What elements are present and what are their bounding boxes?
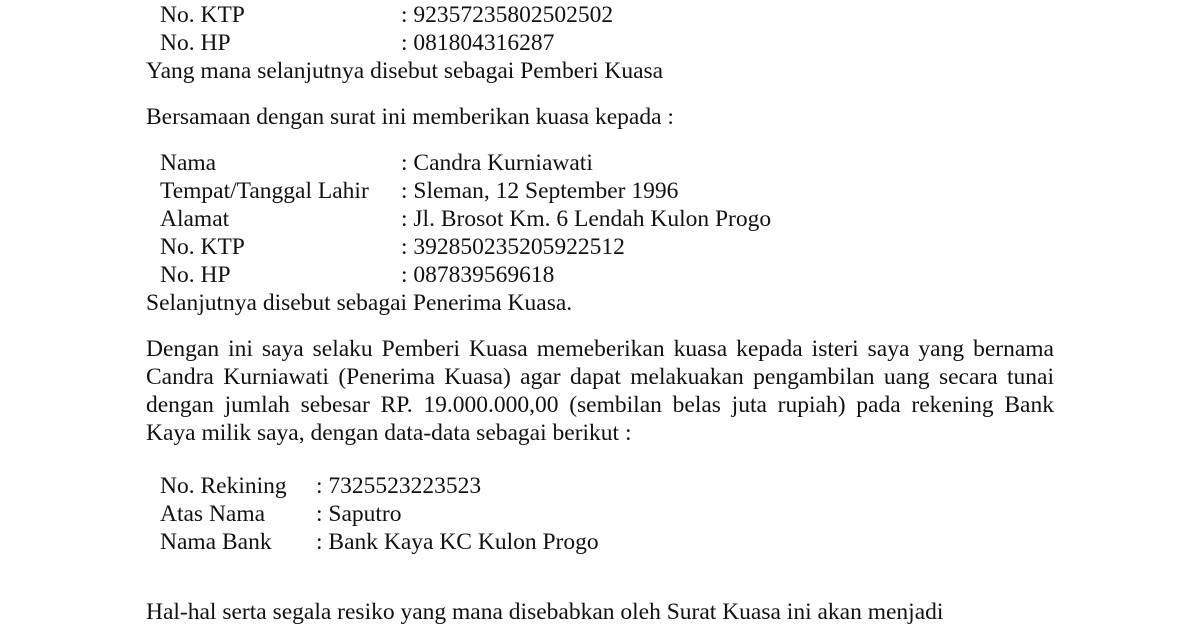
pemberi-closing: Yang mana selanjutnya disebut sebagai Pemberi Kuasa [146,58,664,84]
field-label: No. KTP [160,234,245,260]
field-label: No. HP [160,262,231,288]
rekening-field-nomor [0,472,1200,500]
field-value: : Sleman, 12 September 1996 [401,178,679,204]
penerima-field-ktp [0,233,1200,261]
penerima-field-ttl [0,177,1200,205]
field-value: : Jl. Brosot Km. 6 Lendah Kulon Progo [401,206,772,232]
field-label: No. HP [160,30,231,56]
penerima-field-hp [0,261,1200,289]
statement-line: Kaya milik saya, dengan data-data sebagai berikut : [146,420,632,446]
pemberi-field-ktp [0,1,1200,29]
field-value: : 7325523223523 [316,473,482,499]
statement-line: Candra Kurniawati (Penerima Kuasa) agar dapat melakuakan pengambilan uang secara tunai [146,364,1054,390]
field-value: : 392850235205922512 [401,234,625,260]
field-label: Alamat [160,206,230,232]
field-value: : Candra Kurniawati [401,150,593,176]
statement-paragraph [146,335,1054,447]
pemberi-field-hp [0,29,1200,57]
rekening-field-bank [0,528,1200,556]
field-label: No. KTP [160,2,245,28]
field-label: No. Rekining [160,473,287,499]
penerima-field-alamat [0,205,1200,233]
penerima-closing: Selanjutnya disebut sebagai Penerima Kuasa. [146,290,573,316]
penerima-field-nama [0,149,1200,177]
statement-line: Dengan ini saya selaku Pemberi Kuasa memeberikan kuasa kepada isteri saya yang bernama [146,336,1054,362]
field-value: : 92357235802502502 [401,2,614,28]
field-label: Nama [160,150,217,176]
field-label: Atas Nama [160,501,266,527]
statement-line: dengan jumlah sebesar RP. 19.000.000,00 (sembilan belas juta rupiah) pada rekening Bank [146,392,1054,418]
field-value: : 087839569618 [401,262,555,288]
field-value: : Bank Kaya KC Kulon Progo [316,529,599,555]
rekening-field-atas-nama [0,500,1200,528]
intro-penerima: Bersamaan dengan surat ini memberikan kuasa kepada : [146,104,674,130]
field-label: Nama Bank [160,529,272,555]
field-value: : 081804316287 [401,30,555,56]
field-value: : Saputro [316,501,402,527]
final-paragraph-line: Hal-hal serta segala resiko yang mana disebabkan oleh Surat Kuasa ini akan menjadi [146,599,944,625]
field-label: Tempat/Tanggal Lahir [160,178,369,204]
